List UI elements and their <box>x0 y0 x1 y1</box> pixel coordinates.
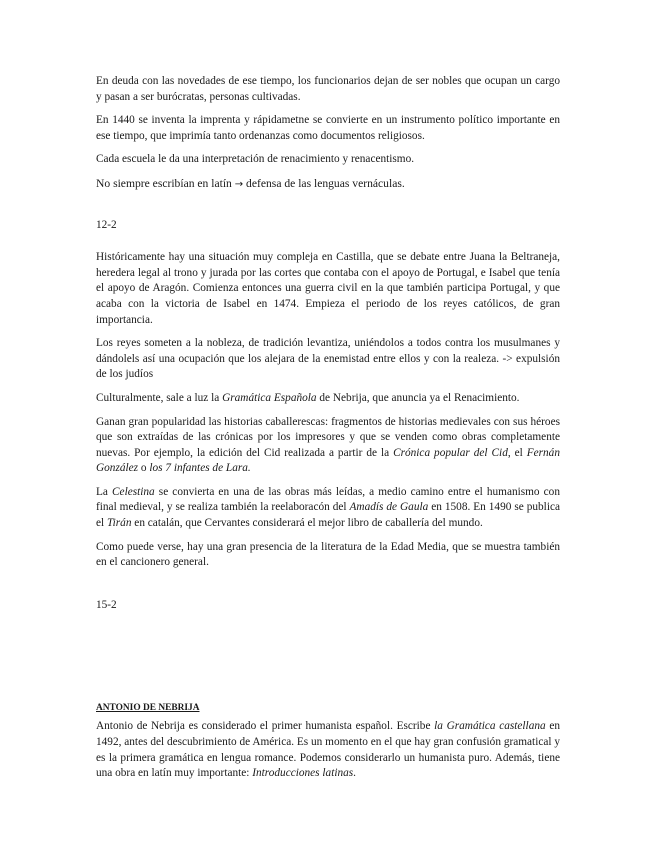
paragraph-latin <box>96 176 560 193</box>
paragraph-celestina: La Celestina se convierta en una de las obras más leídas, a medio camino entre el humanismo con final medieval, y se realiza también la reelaboracón del Amadís de Gaula en 1508. En 1490 se publica el Tirán en catalán, que Cervantes considerará el mejor libro de caballería del mundo. <box>96 485 560 530</box>
heading-nebrija: ANTONIO DE NEBRIJA <box>96 703 200 714</box>
title-gramatica-castellana: la Gramática castellana <box>434 720 546 733</box>
title-fernan-gonzalez: Fernán González <box>96 446 560 475</box>
title-amadis: Amadís de Gaula <box>349 501 429 514</box>
paragraph-caballerescas: Ganan gran popularidad las historias caballerescas: fragmentos de historias medievales con sus héroes que son extraídas de las crónicas por los impresores y que se venden como obras completamente nuevas. Por ejemplo, la edición del Cid realizada a partir de la Crónica popular del Cid, el Fernán González o los 7 infantes de Lara. <box>96 415 560 475</box>
paragraph-nebrija: Antonio de Nebrija es considerado el primer humanista español. Escribe la Gramática castellana en 1492, antes del descubrimiento de América. Es un momento en el que hay gran confusión gramatical y es la primera gramática en lengua romance. Podemos considerarlo un humanista puro. Además, tiene una obra en latín muy importante: Introducciones latinas. <box>96 720 560 780</box>
date-12-2: 12-2 <box>96 218 117 231</box>
paragraph-escuela: Cada escuela le da una interpretación de renacimiento y renacentismo. <box>96 153 415 166</box>
paragraph-reyes: Los reyes someten a la nobleza, de tradición levantiza, uniéndolos a todos contra los musulmanes y dándolels así una ocupación que los alejara de la enemistad entre ellos y con la realeza. -> expulsión de los judíos <box>96 337 560 381</box>
latin-text-before: No siempre escribían en latín <box>96 176 235 190</box>
title-introducciones-latinas: Introducciones latinas <box>252 767 354 780</box>
title-tiran: Tirán <box>106 517 132 530</box>
title-gramatica-espanola: Gramática Española <box>222 391 317 404</box>
paragraph-imprenta: En 1440 se inventa la imprenta y rápidametne se convierte en un instrumento político importante en ese tiempo, que imprimía tanto ordenanzas como documentos religiosos. <box>96 114 560 142</box>
paragraph-edad-media: Como puede verse, hay una gran presencia de la literatura de la Edad Media, que se muestra también en el cancionero general. <box>96 540 560 569</box>
paragraph-cultura: Culturalmente, sale a luz la Gramática Española de Nebrija, que anuncia ya el Renacimiento. <box>96 391 520 404</box>
title-infantes-lara: los 7 infantes de Lara. <box>149 462 251 475</box>
latin-text-after: defensa de las lenguas vernáculas. <box>243 176 405 190</box>
paragraph-funcionarios: En deuda con las novedades de ese tiempo, los funcionarios dejan de ser nobles que ocupan un cargo y pasan a ser burócratas, personas cultivadas. <box>96 75 560 103</box>
paragraph-castilla: Históricamente hay una situación muy compleja en Castilla, que se debate entre Juana la Beltraneja, heredera legal al trono y jurada por las cortes que contaba con el apoyo de Portugal, e Isabel que tenía el apoyo de Aragón. Comienza entonces una guerra civil en la que también participa Portugal, y que acaba con la victoria de Isabel en 1474. Empieza el periodo de los reyes católicos, de gran importancia. <box>96 251 560 326</box>
date-15-2: 15-2 <box>96 598 117 611</box>
title-cronica-cid: Crónica popular del Cid <box>393 446 508 459</box>
title-celestina: Celestina <box>112 485 155 498</box>
arrow-icon: → <box>234 178 244 190</box>
